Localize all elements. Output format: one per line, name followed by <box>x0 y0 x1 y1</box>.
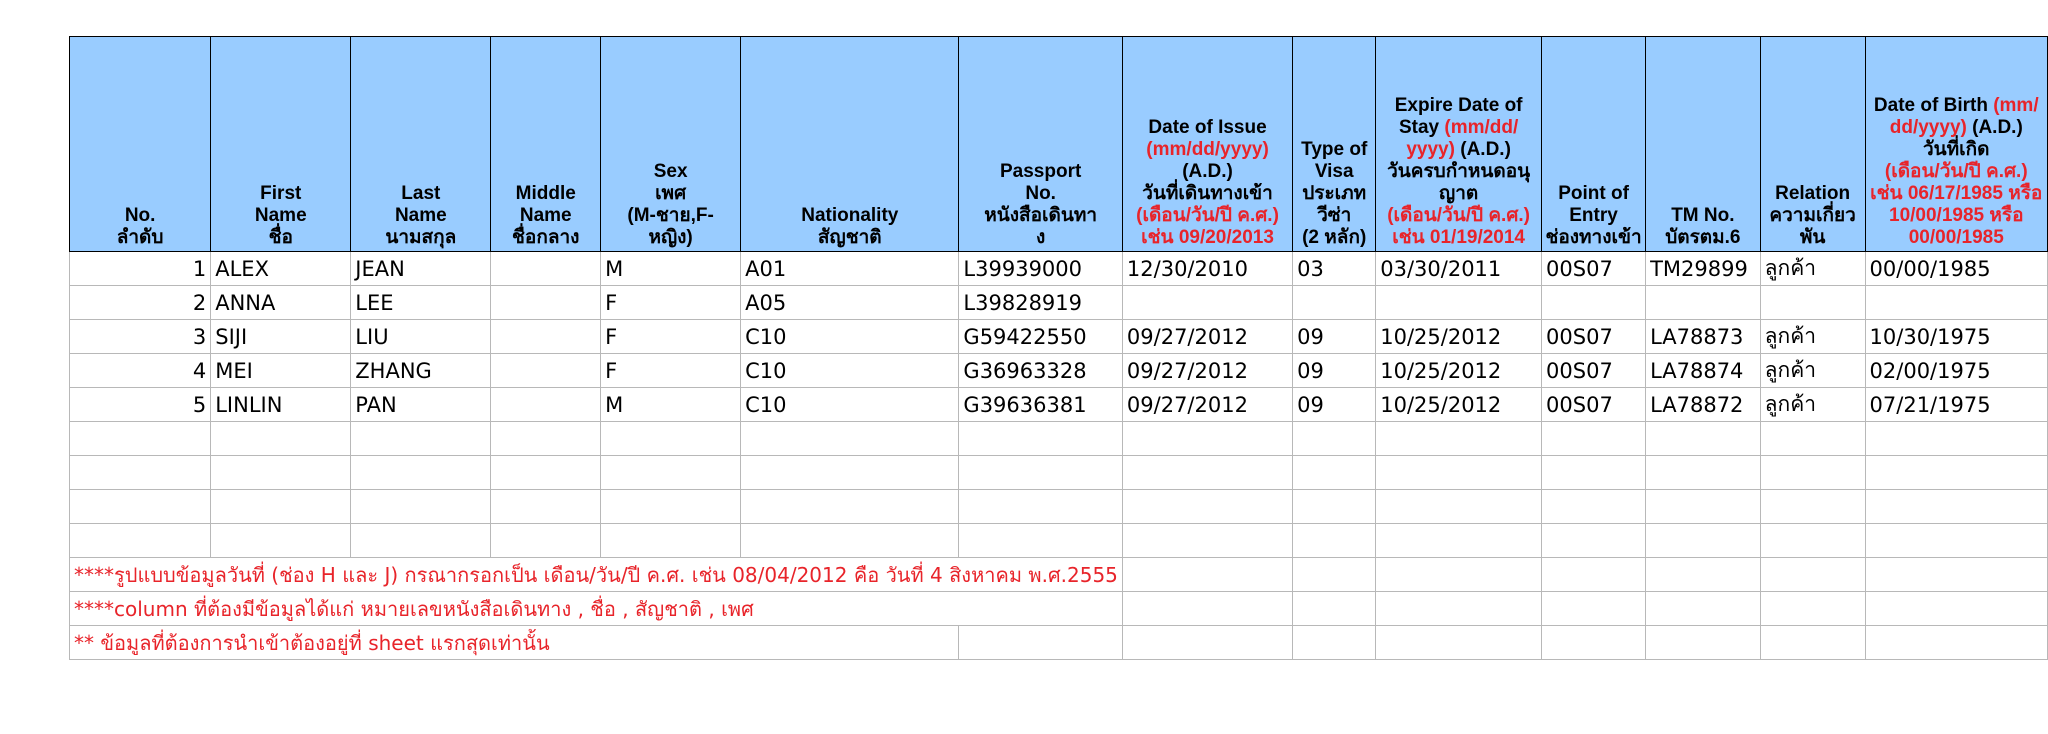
empty-row <box>70 490 2048 524</box>
empty-cell[interactable] <box>1122 592 1292 626</box>
empty-cell[interactable] <box>211 422 351 456</box>
empty-cell[interactable] <box>211 524 351 558</box>
note-row <box>70 592 2048 626</box>
cell-last-name[interactable]: ZHANG <box>351 354 491 388</box>
cell-middle-name[interactable] <box>491 252 601 286</box>
empty-cell[interactable] <box>1293 626 1376 660</box>
cell-date-of-birth[interactable]: 07/21/1975 <box>1865 388 2047 422</box>
empty-cell[interactable] <box>1542 422 1646 456</box>
cell-middle-name[interactable] <box>491 388 601 422</box>
empty-cell[interactable] <box>741 490 959 524</box>
cell-visa-type[interactable]: 03 <box>1293 252 1376 286</box>
empty-cell[interactable] <box>1376 456 1542 490</box>
cell-tm-no[interactable]: LA78874 <box>1646 354 1761 388</box>
cell-passport[interactable]: L39939000 <box>959 252 1122 286</box>
empty-cell[interactable] <box>1122 524 1292 558</box>
empty-cell[interactable] <box>491 456 601 490</box>
note-required-columns[interactable]: ****column ที่ต้องมีข้อมูลได้แก่ หมายเลขหนังสือเดินทาง , ชื่อ , สัญชาติ , เพศ <box>70 592 1123 626</box>
empty-cell[interactable] <box>1293 524 1376 558</box>
empty-cell[interactable] <box>211 490 351 524</box>
empty-cell[interactable] <box>1646 558 1761 592</box>
empty-cell[interactable] <box>1865 626 2047 660</box>
empty-cell[interactable] <box>1760 422 1865 456</box>
cell-passport[interactable]: G59422550 <box>959 320 1122 354</box>
empty-cell[interactable] <box>1646 626 1761 660</box>
empty-cell[interactable] <box>741 456 959 490</box>
empty-cell[interactable] <box>1865 490 2047 524</box>
empty-cell[interactable] <box>741 422 959 456</box>
cell-sex[interactable]: F <box>601 320 741 354</box>
empty-cell[interactable] <box>1122 558 1292 592</box>
empty-cell[interactable] <box>1293 422 1376 456</box>
empty-cell[interactable] <box>741 524 959 558</box>
cell-no[interactable]: 2 <box>70 286 211 320</box>
empty-cell[interactable] <box>70 422 211 456</box>
empty-cell[interactable] <box>1542 592 1646 626</box>
empty-cell[interactable] <box>1760 456 1865 490</box>
cell-middle-name[interactable] <box>491 320 601 354</box>
cell-sex[interactable]: M <box>601 388 741 422</box>
cell-last-name[interactable]: LEE <box>351 286 491 320</box>
cell-sex[interactable]: F <box>601 354 741 388</box>
cell-sex[interactable]: M <box>601 252 741 286</box>
cell-tm-no[interactable] <box>1646 286 1761 320</box>
cell-point-of-entry[interactable]: 00S07 <box>1542 252 1646 286</box>
empty-cell[interactable] <box>1376 592 1542 626</box>
header-type-of-visa[interactable]: Type of Visa ประเภท วีซ่า (2 หลัก) <box>1293 37 1376 252</box>
cell-point-of-entry[interactable]: 00S07 <box>1542 320 1646 354</box>
empty-cell[interactable] <box>491 490 601 524</box>
empty-cell[interactable] <box>70 456 211 490</box>
empty-cell[interactable] <box>601 490 741 524</box>
cell-first-name[interactable]: ANNA <box>211 286 351 320</box>
header-expire-date[interactable]: Expire Date of Stay (mm/dd/ yyyy) (A.D.) วันครบกำหนดอนุ ญาต (เดือน/วัน/ปี ค.ศ.) เช่น 01/19/2014 <box>1376 37 1542 252</box>
table-row <box>70 286 2048 320</box>
header-first-name[interactable]: First Name ชื่อ <box>211 37 351 252</box>
cell-expire-date[interactable]: 10/25/2012 <box>1376 320 1542 354</box>
empty-cell[interactable] <box>1646 524 1761 558</box>
cell-passport[interactable]: L39828919 <box>959 286 1122 320</box>
empty-cell[interactable] <box>1760 626 1865 660</box>
cell-point-of-entry[interactable] <box>1542 286 1646 320</box>
cell-date-of-issue[interactable]: 09/27/2012 <box>1122 354 1292 388</box>
empty-cell[interactable] <box>351 524 491 558</box>
empty-cell[interactable] <box>959 626 1122 660</box>
empty-cell[interactable] <box>959 422 1122 456</box>
cell-nationality[interactable]: C10 <box>741 388 959 422</box>
cell-no[interactable]: 3 <box>70 320 211 354</box>
empty-cell[interactable] <box>959 490 1122 524</box>
empty-cell[interactable] <box>959 456 1122 490</box>
header-nationality[interactable]: Nationality สัญชาติ <box>741 37 959 252</box>
empty-cell[interactable] <box>1542 490 1646 524</box>
cell-date-of-issue[interactable]: 09/27/2012 <box>1122 320 1292 354</box>
cell-visa-type[interactable]: 09 <box>1293 388 1376 422</box>
empty-cell[interactable] <box>1542 626 1646 660</box>
cell-no[interactable]: 1 <box>70 252 211 286</box>
empty-cell[interactable] <box>1293 558 1376 592</box>
empty-cell[interactable] <box>1646 490 1761 524</box>
empty-cell[interactable] <box>1760 490 1865 524</box>
cell-date-of-issue[interactable] <box>1122 286 1292 320</box>
cell-middle-name[interactable] <box>491 354 601 388</box>
empty-cell[interactable] <box>491 524 601 558</box>
header-no[interactable]: No. ลำดับ <box>70 37 211 252</box>
cell-relation[interactable]: ลูกค้า <box>1760 320 1865 354</box>
cell-relation[interactable]: ลูกค้า <box>1760 388 1865 422</box>
cell-relation[interactable]: ลูกค้า <box>1760 354 1865 388</box>
header-tm-no[interactable]: TM No. บัตรตม.6 <box>1646 37 1761 252</box>
cell-visa-type[interactable]: 09 <box>1293 354 1376 388</box>
cell-expire-date[interactable]: 10/25/2012 <box>1376 388 1542 422</box>
empty-cell[interactable] <box>1542 456 1646 490</box>
cell-no[interactable]: 4 <box>70 354 211 388</box>
cell-relation[interactable] <box>1760 286 1865 320</box>
cell-date-of-birth[interactable]: 00/00/1985 <box>1865 252 2047 286</box>
header-middle-name[interactable]: Middle Name ชื่อกลาง <box>491 37 601 252</box>
cell-nationality[interactable]: A05 <box>741 286 959 320</box>
table-row <box>70 320 2048 354</box>
empty-cell[interactable] <box>1376 422 1542 456</box>
empty-cell[interactable] <box>1293 592 1376 626</box>
empty-cell[interactable] <box>1865 558 2047 592</box>
note-first-sheet[interactable]: ** ข้อมูลที่ต้องการนำเข้าต้องอยู่ที่ sheet แรกสุดเท่านั้น <box>70 626 959 660</box>
cell-first-name[interactable]: SIJI <box>211 320 351 354</box>
header-last-name[interactable]: Last Name นามสกุล <box>351 37 491 252</box>
table-row <box>70 354 2048 388</box>
cell-expire-date[interactable] <box>1376 286 1542 320</box>
empty-cell[interactable] <box>351 456 491 490</box>
cell-nationality[interactable]: C10 <box>741 354 959 388</box>
header-relation[interactable]: Relation ความเกี่ยว พัน <box>1760 37 1865 252</box>
cell-nationality[interactable]: C10 <box>741 320 959 354</box>
cell-no[interactable]: 5 <box>70 388 211 422</box>
empty-cell[interactable] <box>491 422 601 456</box>
header-sex[interactable]: Sex เพศ (M-ชาย,F- หญิง) <box>601 37 741 252</box>
empty-cell[interactable] <box>1376 558 1542 592</box>
empty-cell[interactable] <box>959 524 1122 558</box>
cell-date-of-issue[interactable]: 09/27/2012 <box>1122 388 1292 422</box>
empty-cell[interactable] <box>1646 422 1761 456</box>
empty-row <box>70 422 2048 456</box>
cell-visa-type[interactable]: 09 <box>1293 320 1376 354</box>
empty-cell[interactable] <box>1865 592 2047 626</box>
empty-cell[interactable] <box>1376 490 1542 524</box>
cell-point-of-entry[interactable]: 00S07 <box>1542 388 1646 422</box>
cell-point-of-entry[interactable]: 00S07 <box>1542 354 1646 388</box>
cell-date-of-birth[interactable]: 02/00/1975 <box>1865 354 2047 388</box>
empty-cell[interactable] <box>1760 558 1865 592</box>
cell-expire-date[interactable]: 03/30/2011 <box>1376 252 1542 286</box>
empty-cell[interactable] <box>1542 558 1646 592</box>
cell-first-name[interactable]: ALEX <box>211 252 351 286</box>
cell-last-name[interactable]: PAN <box>351 388 491 422</box>
empty-cell[interactable] <box>1293 490 1376 524</box>
empty-cell[interactable] <box>351 490 491 524</box>
empty-cell[interactable] <box>1760 524 1865 558</box>
note-row <box>70 558 2048 592</box>
cell-visa-type[interactable] <box>1293 286 1376 320</box>
cell-date-of-issue[interactable]: 12/30/2010 <box>1122 252 1292 286</box>
cell-tm-no[interactable]: LA78873 <box>1646 320 1761 354</box>
note-row <box>70 626 2048 660</box>
empty-cell[interactable] <box>1122 626 1292 660</box>
header-passport[interactable]: Passport No. หนังสือเดินทา ง <box>959 37 1122 252</box>
cell-passport[interactable]: G39636381 <box>959 388 1122 422</box>
cell-relation[interactable]: ลูกค้า <box>1760 252 1865 286</box>
empty-cell[interactable] <box>1646 456 1761 490</box>
empty-cell[interactable] <box>1865 422 2047 456</box>
table-row <box>70 388 2048 422</box>
cell-tm-no[interactable]: LA78872 <box>1646 388 1761 422</box>
header-point-of-entry[interactable]: Point of Entry ช่องทางเข้า <box>1542 37 1646 252</box>
cell-tm-no[interactable]: TM29899 <box>1646 252 1761 286</box>
cell-passport[interactable]: G36963328 <box>959 354 1122 388</box>
empty-cell[interactable] <box>601 524 741 558</box>
header-row <box>70 37 2048 252</box>
header-date-of-birth[interactable]: Date of Birth (mm/ dd/yyyy) (A.D.) วันที่เกิด (เดือน/วัน/ปี ค.ศ.) เช่น 06/17/1985 หรือ 10/00/1985 หรือ 00/00/1985 <box>1865 37 2047 252</box>
cell-first-name[interactable]: LINLIN <box>211 388 351 422</box>
empty-cell[interactable] <box>70 524 211 558</box>
empty-cell[interactable] <box>1865 456 2047 490</box>
empty-row <box>70 456 2048 490</box>
empty-cell[interactable] <box>1865 524 2047 558</box>
empty-cell[interactable] <box>1122 456 1292 490</box>
cell-nationality[interactable]: A01 <box>741 252 959 286</box>
empty-cell[interactable] <box>1760 592 1865 626</box>
empty-cell[interactable] <box>1542 524 1646 558</box>
empty-cell[interactable] <box>351 422 491 456</box>
table-row <box>70 252 2048 286</box>
header-date-of-issue[interactable]: Date of Issue (mm/dd/yyyy) (A.D.) วันที่เดินทางเข้า (เดือน/วัน/ปี ค.ศ.) เช่น 09/20/2013 <box>1122 37 1292 252</box>
empty-cell[interactable] <box>1376 524 1542 558</box>
cell-expire-date[interactable]: 10/25/2012 <box>1376 354 1542 388</box>
empty-cell[interactable] <box>1122 422 1292 456</box>
empty-cell[interactable] <box>601 456 741 490</box>
note-date-format[interactable]: ****รูปแบบข้อมูลวันที่ (ช่อง H และ J) กรณากรอกเป็น เดือน/วัน/ปี ค.ศ. เช่น 08/04/2012 คือ วันที่ 4 สิงหาคม พ.ศ.2555 <box>70 558 1123 592</box>
empty-cell[interactable] <box>211 456 351 490</box>
cell-date-of-birth[interactable]: 10/30/1975 <box>1865 320 2047 354</box>
passenger-table <box>69 36 2048 660</box>
cell-last-name[interactable]: JEAN <box>351 252 491 286</box>
cell-sex[interactable]: F <box>601 286 741 320</box>
empty-cell[interactable] <box>1376 626 1542 660</box>
empty-cell[interactable] <box>70 490 211 524</box>
cell-first-name[interactable]: MEI <box>211 354 351 388</box>
empty-row <box>70 524 2048 558</box>
cell-date-of-birth[interactable] <box>1865 286 2047 320</box>
empty-cell[interactable] <box>1122 490 1292 524</box>
empty-cell[interactable] <box>1293 456 1376 490</box>
empty-cell[interactable] <box>601 422 741 456</box>
empty-cell[interactable] <box>1646 592 1761 626</box>
cell-last-name[interactable]: LIU <box>351 320 491 354</box>
cell-middle-name[interactable] <box>491 286 601 320</box>
